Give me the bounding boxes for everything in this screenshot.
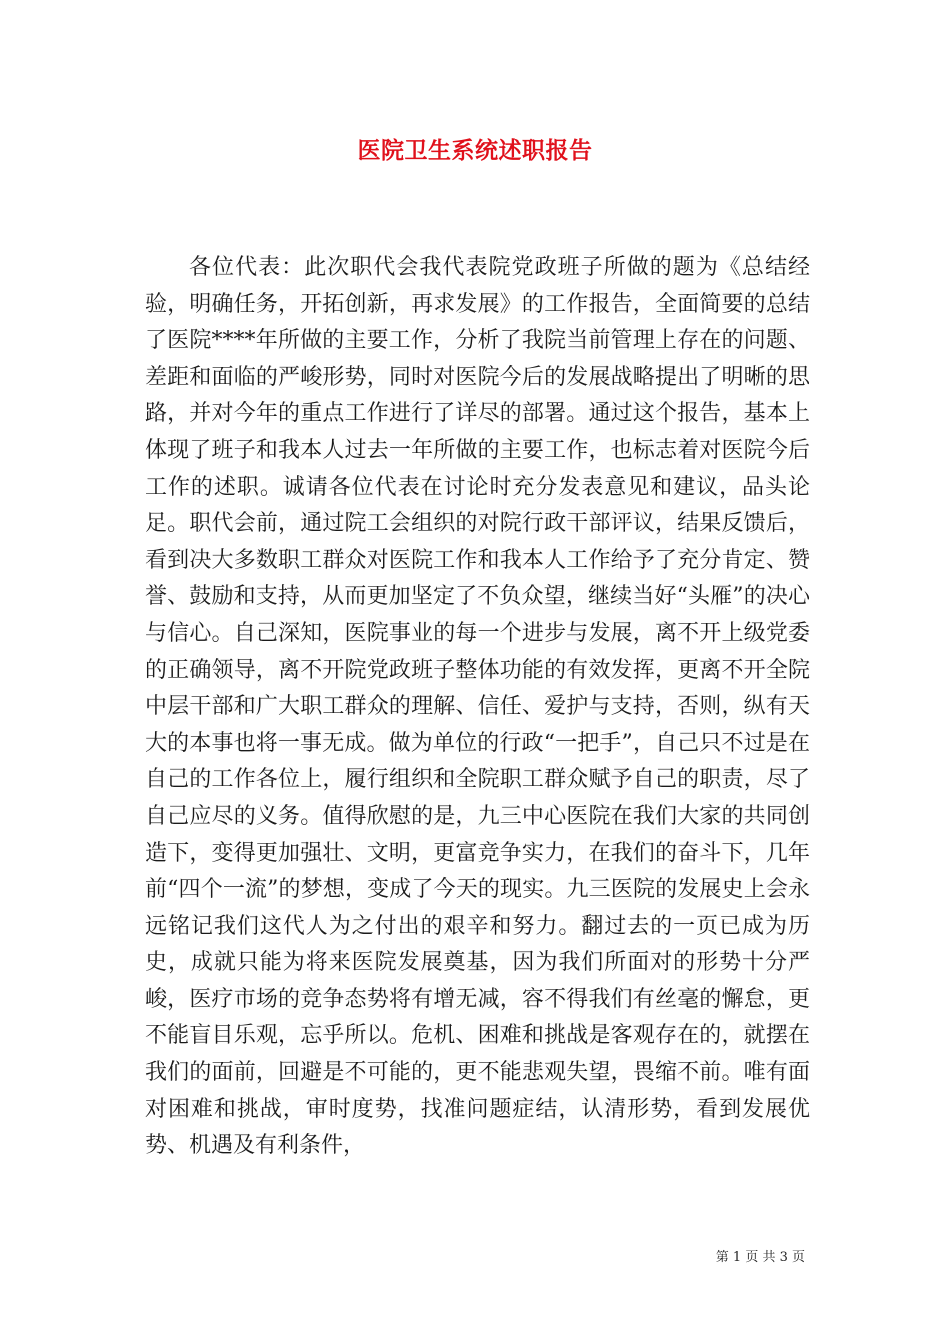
page-number: 第 1 页 共 3 页 <box>715 1250 805 1265</box>
body-paragraph: 各位代表：此次职代会我代表院党政班子所做的题为《总结经验，明确任务，开拓创新，再求发展》的工作报告，全面简要的总结了医院****年所做的主要工作，分析了我院当前管理上存在的问题、差距和面临的严峻形势，同时对医院今后的发展战略提出了明晰的思路，并对今年的重点工作进行了详尽的部署。通过这个报告，基本上体现了班子和我本人过去一年所做的主要工作，也标志着对医院今后工作的述职。诚请各位代表在讨论时充分发表意见和建议，品头论足。职代会前，通过院工会组织的对院行政干部评议，结果反馈后，看到决大多数职工群众对医院工作和我本人工作给予了充分肯定、赞誉、鼓励和支持，从而更加坚定了不负众望，继续当好“头雁”的决心与信心。自己深知，医院事业的每一个进步与发展，离不开上级党委的正确领导，离不开院党政班子整体功能的有效发挥，更离不开全院中层干部和广大职工群众的理解、信任、爱护与支持，否则，纵有天大的本事也将一事无成。做为单位的行政“一把手”，自己只不过是在自己的工作各位上，履行组织和全院职工群众赋予自己的职责，尽了自己应尽的义务。值得欣慰的是，九三中心医院在我们大家的共同创造下，变得更加强壮、文明，更富竞争实力，在我们的奋斗下，几年前“四个一流”的梦想，变成了今天的现实。九三医院的发展史上会永远铭记我们这代人为之付出的艰辛和努力。翻过去的一页已成为历史，成就只能为将来医院发展奠基，因为我们所面对的形势十分严峻，医疗市场的竞争态势将有增无减，容不得我们有丝毫的懈怠，更不能盲目乐观，忘乎所以。危机、困难和挑战是客观存在的，就摆在我们的面前，回避是不可能的，更不能悲观失望，畏缩不前。唯有面对困难和挑战，审时度势，找准问题症结，认清形势，看到发展优势、机遇及有利条件， <box>145 255 810 1159</box>
page-title: 医院卫生系统述职报告 <box>357 137 593 164</box>
